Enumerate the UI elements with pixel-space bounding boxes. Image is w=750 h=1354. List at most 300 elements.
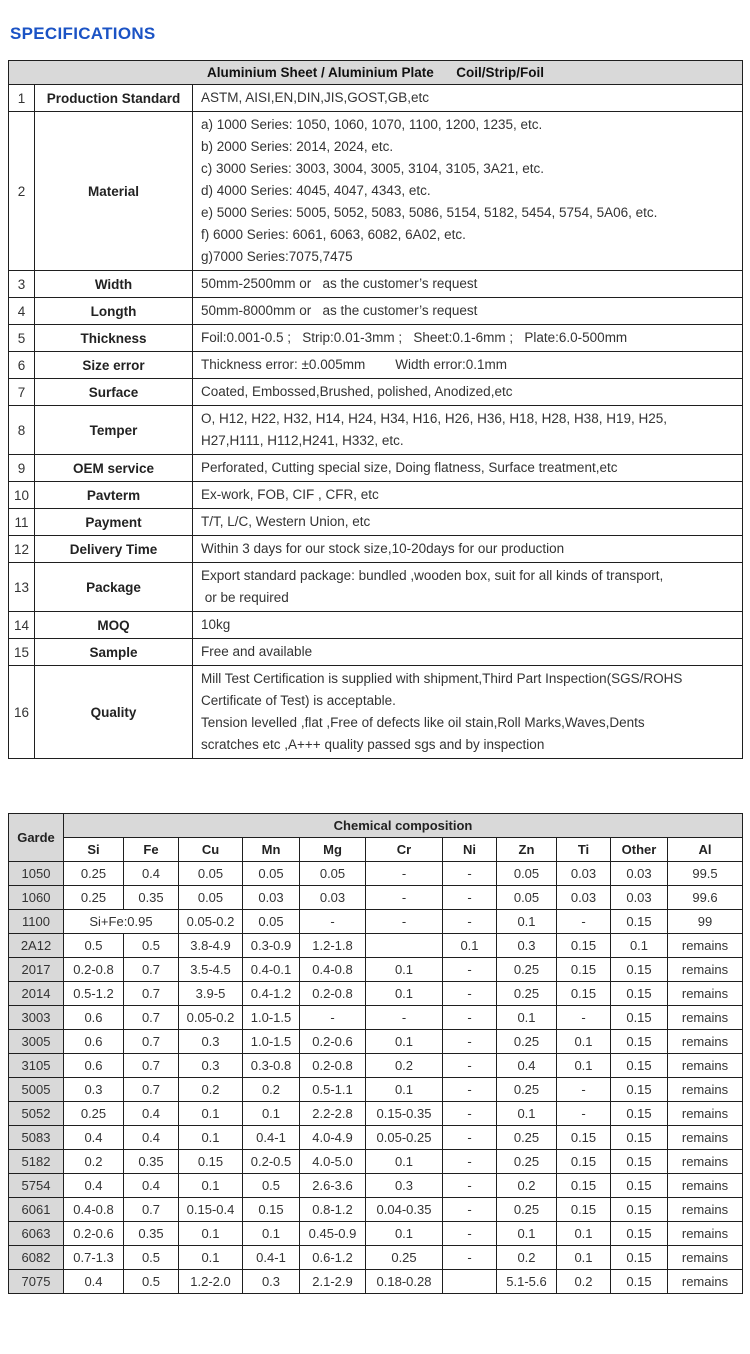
composition-row bbox=[9, 1198, 743, 1222]
spec-row-number: 1 bbox=[9, 85, 35, 112]
spec-row-label: Production Standard bbox=[35, 85, 193, 112]
spec-value-line: T/T, L/C, Western Union, etc bbox=[201, 514, 371, 529]
composition-value: 0.45-0.9 bbox=[300, 1222, 366, 1246]
spec-value-line: 50mm-2500mm or as the customer’s request bbox=[201, 276, 478, 291]
composition-value: 0.25 bbox=[64, 886, 124, 910]
composition-value: 0.3 bbox=[179, 1054, 243, 1078]
spec-row-number: 7 bbox=[9, 379, 35, 406]
spec-row bbox=[9, 482, 743, 509]
composition-value: 1.2-1.8 bbox=[300, 934, 366, 958]
spec-row-number: 3 bbox=[9, 271, 35, 298]
spec-value-line: Export standard package: bundled ,wooden box, suit for all kinds of transport, bbox=[201, 568, 664, 583]
spec-row-number: 13 bbox=[9, 563, 35, 612]
composition-value: 0.1 bbox=[557, 1030, 611, 1054]
grade-cell: 3003 bbox=[9, 1006, 64, 1030]
composition-value: 0.05 bbox=[179, 862, 243, 886]
composition-value: 0.25 bbox=[497, 1030, 557, 1054]
grade-cell: 2A12 bbox=[9, 934, 64, 958]
composition-value: remains bbox=[668, 958, 743, 982]
composition-value: 0.35 bbox=[124, 886, 179, 910]
composition-row bbox=[9, 1174, 743, 1198]
composition-value: 0.2 bbox=[64, 1150, 124, 1174]
spec-row-label: Pavterm bbox=[35, 482, 193, 509]
composition-value: - bbox=[443, 1006, 497, 1030]
spec-row-value bbox=[193, 509, 743, 536]
composition-value: 0.35 bbox=[124, 1150, 179, 1174]
element-column-header: Mn bbox=[243, 838, 300, 862]
composition-value: 0.15-0.35 bbox=[366, 1102, 443, 1126]
spec-row bbox=[9, 352, 743, 379]
spec-value-line: d) 4000 Series: 4045, 4047, 4343, etc. bbox=[201, 183, 431, 198]
spec-value-line: 50mm-8000mm or as the customer’s request bbox=[201, 303, 478, 318]
composition-value: 2.6-3.6 bbox=[300, 1174, 366, 1198]
spec-value-line: g)7000 Series:7075,7475 bbox=[201, 249, 353, 264]
spec-row-label: Quality bbox=[35, 666, 193, 759]
element-column-header: Mg bbox=[300, 838, 366, 862]
grade-cell: 2014 bbox=[9, 982, 64, 1006]
spec-row-label: Thickness bbox=[35, 325, 193, 352]
spec-row bbox=[9, 455, 743, 482]
composition-value: remains bbox=[668, 1126, 743, 1150]
composition-value: 0.3-0.8 bbox=[243, 1054, 300, 1078]
composition-value: 0.15 bbox=[611, 1174, 668, 1198]
composition-value: 0.7 bbox=[124, 1198, 179, 1222]
element-column-header: Al bbox=[668, 838, 743, 862]
composition-value: 0.2-0.6 bbox=[300, 1030, 366, 1054]
spec-row-number: 6 bbox=[9, 352, 35, 379]
composition-value: 3.5-4.5 bbox=[179, 958, 243, 982]
spec-value-line: or be required bbox=[201, 590, 289, 605]
composition-value: 0.2 bbox=[497, 1174, 557, 1198]
composition-value: 0.4 bbox=[124, 1174, 179, 1198]
spec-row bbox=[9, 612, 743, 639]
composition-value: 0.05 bbox=[497, 886, 557, 910]
spec-row-value bbox=[193, 325, 743, 352]
composition-value: 0.1 bbox=[179, 1246, 243, 1270]
composition-row bbox=[9, 1054, 743, 1078]
grade-cell: 5052 bbox=[9, 1102, 64, 1126]
composition-value: 0.5 bbox=[124, 1246, 179, 1270]
spec-table-body bbox=[9, 85, 743, 759]
composition-value: 1.2-2.0 bbox=[179, 1270, 243, 1294]
spec-value-line: Thickness error: ±0.005mm Width error:0.1mm bbox=[201, 357, 507, 372]
spec-row bbox=[9, 112, 743, 271]
composition-value: 0.4-0.1 bbox=[243, 958, 300, 982]
composition-value: 0.4-1.2 bbox=[243, 982, 300, 1006]
spec-value-line: Foil:0.001-0.5 ; Strip:0.01-3mm ; Sheet:0.1-6mm ; Plate:6.0-500mm bbox=[201, 330, 628, 345]
composition-value: 0.4 bbox=[64, 1270, 124, 1294]
composition-value: 0.4 bbox=[124, 1102, 179, 1126]
composition-value: 0.3 bbox=[64, 1078, 124, 1102]
composition-value: 1.0-1.5 bbox=[243, 1030, 300, 1054]
composition-value: - bbox=[557, 1102, 611, 1126]
composition-value: 0.25 bbox=[497, 982, 557, 1006]
composition-value: remains bbox=[668, 1102, 743, 1126]
grade-cell: 1060 bbox=[9, 886, 64, 910]
composition-value: 0.15 bbox=[611, 1198, 668, 1222]
spec-row-number: 2 bbox=[9, 112, 35, 271]
grade-cell: 2017 bbox=[9, 958, 64, 982]
spec-row-number: 9 bbox=[9, 455, 35, 482]
spec-row bbox=[9, 379, 743, 406]
composition-value: 0.2 bbox=[366, 1054, 443, 1078]
spec-value-line: Coated, Embossed,Brushed, polished, Anodized,etc bbox=[201, 384, 513, 399]
composition-value: 0.1 bbox=[243, 1222, 300, 1246]
spec-row-label: Longth bbox=[35, 298, 193, 325]
composition-value: remains bbox=[668, 1030, 743, 1054]
spec-row-label: MOQ bbox=[35, 612, 193, 639]
composition-value: 0.1 bbox=[557, 1054, 611, 1078]
composition-value: 0.7 bbox=[124, 1054, 179, 1078]
composition-value: - bbox=[443, 982, 497, 1006]
spec-row-number: 5 bbox=[9, 325, 35, 352]
composition-value: 0.05-0.2 bbox=[179, 910, 243, 934]
composition-value: 0.25 bbox=[497, 958, 557, 982]
composition-value: - bbox=[557, 910, 611, 934]
composition-value: remains bbox=[668, 1054, 743, 1078]
composition-value: 2.2-2.8 bbox=[300, 1102, 366, 1126]
composition-row bbox=[9, 1078, 743, 1102]
spec-value-line: ASTM, AISI,EN,DIN,JIS,GOST,GB,etc bbox=[201, 90, 430, 105]
composition-value: 0.5-1.1 bbox=[300, 1078, 366, 1102]
composition-value: 0.2 bbox=[497, 1246, 557, 1270]
element-column-header: Ti bbox=[557, 838, 611, 862]
composition-value: 0.15 bbox=[557, 1174, 611, 1198]
composition-value: remains bbox=[668, 1222, 743, 1246]
spec-row-label: Material bbox=[35, 112, 193, 271]
composition-value: 0.1 bbox=[497, 1006, 557, 1030]
spec-row bbox=[9, 536, 743, 563]
spec-row-number: 11 bbox=[9, 509, 35, 536]
composition-value bbox=[366, 934, 443, 958]
composition-value: 0.15 bbox=[611, 958, 668, 982]
grade-cell: 5083 bbox=[9, 1126, 64, 1150]
composition-value: 0.1 bbox=[366, 982, 443, 1006]
composition-value: 5.1-5.6 bbox=[497, 1270, 557, 1294]
spec-row-number: 12 bbox=[9, 536, 35, 563]
composition-row bbox=[9, 1102, 743, 1126]
spec-value-line: f) 6000 Series: 6061, 6063, 6082, 6A02, etc. bbox=[201, 227, 466, 242]
spec-value-line: c) 3000 Series: 3003, 3004, 3005, 3104, 3105, 3A21, etc. bbox=[201, 161, 545, 176]
composition-value: remains bbox=[668, 982, 743, 1006]
composition-value: 0.05 bbox=[243, 862, 300, 886]
composition-value: 0.05 bbox=[179, 886, 243, 910]
composition-value: 0.25 bbox=[497, 1198, 557, 1222]
spec-value-line: b) 2000 Series: 2014, 2024, etc. bbox=[201, 139, 394, 154]
composition-value: 0.25 bbox=[497, 1150, 557, 1174]
grade-cell: 1100 bbox=[9, 910, 64, 934]
composition-value: 0.1 bbox=[366, 958, 443, 982]
composition-value: 0.2-0.8 bbox=[300, 1054, 366, 1078]
spec-row-value bbox=[193, 563, 743, 612]
spec-row bbox=[9, 271, 743, 298]
composition-value: 0.1 bbox=[497, 1102, 557, 1126]
spec-row-label: Surface bbox=[35, 379, 193, 406]
composition-value: remains bbox=[668, 1150, 743, 1174]
spec-table-header: Aluminium Sheet / Aluminium Plate Coil/Strip/Foil bbox=[9, 61, 743, 85]
composition-value: Si+Fe:0.95 bbox=[64, 910, 179, 934]
composition-row bbox=[9, 1246, 743, 1270]
composition-value: 4.0-5.0 bbox=[300, 1150, 366, 1174]
composition-value: 0.15-0.4 bbox=[179, 1198, 243, 1222]
composition-value: - bbox=[443, 886, 497, 910]
composition-value: remains bbox=[668, 1270, 743, 1294]
composition-value: 0.15 bbox=[611, 1006, 668, 1030]
spec-value-line: Ex-work, FOB, CIF , CFR, etc bbox=[201, 487, 379, 502]
composition-value: 0.1 bbox=[179, 1126, 243, 1150]
spec-row bbox=[9, 639, 743, 666]
composition-value: remains bbox=[668, 1198, 743, 1222]
grade-cell: 3105 bbox=[9, 1054, 64, 1078]
spec-value-line: Perforated, Cutting special size, Doing flatness, Surface treatment,etc bbox=[201, 460, 618, 475]
composition-row bbox=[9, 1270, 743, 1294]
composition-value: 0.3-0.9 bbox=[243, 934, 300, 958]
spec-row bbox=[9, 563, 743, 612]
spec-row-label: Package bbox=[35, 563, 193, 612]
composition-value: - bbox=[443, 1078, 497, 1102]
composition-value: 0.6 bbox=[64, 1006, 124, 1030]
spec-table bbox=[8, 60, 743, 759]
composition-value: 0.4-1 bbox=[243, 1246, 300, 1270]
composition-value: 0.03 bbox=[611, 886, 668, 910]
composition-value: - bbox=[557, 1006, 611, 1030]
spec-value-line: 10kg bbox=[201, 617, 231, 632]
composition-value: - bbox=[366, 1006, 443, 1030]
composition-value: 0.1 bbox=[243, 1102, 300, 1126]
composition-value: 0.25 bbox=[497, 1126, 557, 1150]
spec-row-number: 14 bbox=[9, 612, 35, 639]
spec-row-value bbox=[193, 352, 743, 379]
grade-cell: 3005 bbox=[9, 1030, 64, 1054]
composition-value: 0.03 bbox=[611, 862, 668, 886]
composition-value: - bbox=[300, 910, 366, 934]
composition-value: 0.5 bbox=[124, 1270, 179, 1294]
composition-value: 0.15 bbox=[557, 958, 611, 982]
composition-row bbox=[9, 958, 743, 982]
element-column-header: Cu bbox=[179, 838, 243, 862]
spec-row-label: Size error bbox=[35, 352, 193, 379]
composition-table bbox=[8, 813, 743, 1294]
composition-row bbox=[9, 1150, 743, 1174]
composition-row bbox=[9, 1126, 743, 1150]
composition-row bbox=[9, 1006, 743, 1030]
spec-row-number: 15 bbox=[9, 639, 35, 666]
composition-value: - bbox=[443, 958, 497, 982]
composition-row bbox=[9, 886, 743, 910]
spec-row-label: Delivery Time bbox=[35, 536, 193, 563]
composition-value: 99.5 bbox=[668, 862, 743, 886]
composition-value: 0.03 bbox=[557, 862, 611, 886]
composition-value: 0.05 bbox=[300, 862, 366, 886]
composition-value: 0.6-1.2 bbox=[300, 1246, 366, 1270]
composition-value: 0.35 bbox=[124, 1222, 179, 1246]
composition-value: 0.2-0.5 bbox=[243, 1150, 300, 1174]
composition-value: 0.03 bbox=[300, 886, 366, 910]
composition-value: 0.7 bbox=[124, 958, 179, 982]
composition-value: 0.2 bbox=[557, 1270, 611, 1294]
grade-cell: 5754 bbox=[9, 1174, 64, 1198]
composition-value: 0.4 bbox=[497, 1054, 557, 1078]
composition-value: 0.15 bbox=[611, 1270, 668, 1294]
spec-row-number: 4 bbox=[9, 298, 35, 325]
spec-value-line: a) 1000 Series: 1050, 1060, 1070, 1100, 1200, 1235, etc. bbox=[201, 117, 543, 132]
composition-value: 0.2-0.6 bbox=[64, 1222, 124, 1246]
spec-row bbox=[9, 325, 743, 352]
spec-row-number: 8 bbox=[9, 406, 35, 455]
spec-row-label: Payment bbox=[35, 509, 193, 536]
composition-value: - bbox=[443, 1198, 497, 1222]
composition-value: 0.3 bbox=[497, 934, 557, 958]
chemical-composition-header: Chemical composition bbox=[64, 814, 743, 838]
composition-value: 0.15 bbox=[611, 1054, 668, 1078]
element-column-header: Ni bbox=[443, 838, 497, 862]
composition-value: 4.0-4.9 bbox=[300, 1126, 366, 1150]
spec-value-line: e) 5000 Series: 5005, 5052, 5083, 5086, 5154, 5182, 5454, 5754, 5A06, etc. bbox=[201, 205, 658, 220]
grade-cell: 6082 bbox=[9, 1246, 64, 1270]
spec-row bbox=[9, 509, 743, 536]
spec-row-value bbox=[193, 271, 743, 298]
page-title: SPECIFICATIONS bbox=[10, 24, 156, 43]
composition-value: - bbox=[443, 1102, 497, 1126]
composition-value: remains bbox=[668, 1246, 743, 1270]
element-column-header: Zn bbox=[497, 838, 557, 862]
composition-value: 0.1 bbox=[557, 1246, 611, 1270]
composition-value: remains bbox=[668, 934, 743, 958]
composition-row bbox=[9, 1222, 743, 1246]
composition-value: 0.8-1.2 bbox=[300, 1198, 366, 1222]
spec-row-number: 10 bbox=[9, 482, 35, 509]
composition-value: 0.18-0.28 bbox=[366, 1270, 443, 1294]
composition-value: - bbox=[366, 886, 443, 910]
spec-row bbox=[9, 298, 743, 325]
spec-value-line: scratches etc ,A+++ quality passed sgs and by inspection bbox=[201, 737, 545, 752]
composition-value: 0.1 bbox=[366, 1150, 443, 1174]
spec-value-line: Within 3 days for our stock size,10-20days for our production bbox=[201, 541, 565, 556]
composition-value: 0.15 bbox=[611, 1222, 668, 1246]
composition-value: 0.15 bbox=[557, 934, 611, 958]
composition-value: 0.25 bbox=[64, 862, 124, 886]
composition-value: 0.15 bbox=[611, 1102, 668, 1126]
spec-row-label: Temper bbox=[35, 406, 193, 455]
composition-value: - bbox=[366, 862, 443, 886]
composition-value: 0.05-0.25 bbox=[366, 1126, 443, 1150]
spec-row-value bbox=[193, 455, 743, 482]
composition-row bbox=[9, 982, 743, 1006]
composition-value: 0.2 bbox=[179, 1078, 243, 1102]
composition-value: - bbox=[443, 862, 497, 886]
composition-value: 0.1 bbox=[557, 1222, 611, 1246]
spec-row-value bbox=[193, 639, 743, 666]
spec-row-value bbox=[193, 85, 743, 112]
composition-value: 0.15 bbox=[611, 1078, 668, 1102]
composition-value: - bbox=[443, 1030, 497, 1054]
composition-value: 0.7 bbox=[124, 982, 179, 1006]
composition-value: 0.7 bbox=[124, 1006, 179, 1030]
spec-row-number: 16 bbox=[9, 666, 35, 759]
composition-value bbox=[443, 1270, 497, 1294]
spec-row-value bbox=[193, 406, 743, 455]
composition-value: 0.15 bbox=[179, 1150, 243, 1174]
spec-row-label: OEM service bbox=[35, 455, 193, 482]
composition-value: 0.04-0.35 bbox=[366, 1198, 443, 1222]
spec-row-label: Sample bbox=[35, 639, 193, 666]
spec-value-line: O, H12, H22, H32, H14, H24, H34, H16, H26, H36, H18, H28, H38, H19, H25, bbox=[201, 411, 667, 426]
composition-value: 0.4 bbox=[64, 1174, 124, 1198]
composition-value: 0.15 bbox=[611, 1246, 668, 1270]
spec-row-value bbox=[193, 482, 743, 509]
composition-value: 0.15 bbox=[557, 1150, 611, 1174]
composition-value: 0.1 bbox=[179, 1102, 243, 1126]
composition-value: 0.1 bbox=[179, 1174, 243, 1198]
spec-row-value bbox=[193, 298, 743, 325]
composition-value: 0.25 bbox=[366, 1246, 443, 1270]
composition-row bbox=[9, 934, 743, 958]
composition-value: 3.9-5 bbox=[179, 982, 243, 1006]
element-column-header: Fe bbox=[124, 838, 179, 862]
composition-value: 0.1 bbox=[179, 1222, 243, 1246]
composition-row bbox=[9, 862, 743, 886]
composition-value: 0.2-0.8 bbox=[300, 982, 366, 1006]
composition-table-body bbox=[9, 862, 743, 1294]
composition-value: 0.3 bbox=[243, 1270, 300, 1294]
composition-value: 0.1 bbox=[443, 934, 497, 958]
spec-row-value bbox=[193, 536, 743, 563]
grade-cell: 1050 bbox=[9, 862, 64, 886]
composition-value: 0.4 bbox=[124, 1126, 179, 1150]
composition-value: 0.1 bbox=[366, 1030, 443, 1054]
composition-value: 0.15 bbox=[243, 1198, 300, 1222]
grade-cell: 6061 bbox=[9, 1198, 64, 1222]
spec-value-line: Free and available bbox=[201, 644, 313, 659]
composition-value: 0.4 bbox=[124, 862, 179, 886]
composition-value: 0.15 bbox=[611, 1150, 668, 1174]
composition-value: 0.7-1.3 bbox=[64, 1246, 124, 1270]
element-column-header: Other bbox=[611, 838, 668, 862]
composition-value: - bbox=[443, 1126, 497, 1150]
grade-cell: 5182 bbox=[9, 1150, 64, 1174]
grade-cell: 7075 bbox=[9, 1270, 64, 1294]
spec-row bbox=[9, 406, 743, 455]
composition-value: 0.2-0.8 bbox=[64, 958, 124, 982]
grade-cell: 6063 bbox=[9, 1222, 64, 1246]
composition-value: 99.6 bbox=[668, 886, 743, 910]
composition-value: 0.15 bbox=[611, 982, 668, 1006]
composition-value: - bbox=[366, 910, 443, 934]
composition-value: remains bbox=[668, 1006, 743, 1030]
element-header-row bbox=[9, 838, 743, 862]
composition-value: 0.15 bbox=[557, 1126, 611, 1150]
composition-value: 0.15 bbox=[611, 1030, 668, 1054]
composition-value: - bbox=[443, 910, 497, 934]
composition-row bbox=[9, 910, 743, 934]
spec-row-value bbox=[193, 379, 743, 406]
composition-value: remains bbox=[668, 1078, 743, 1102]
composition-value: 0.1 bbox=[366, 1222, 443, 1246]
composition-value: 0.15 bbox=[611, 1126, 668, 1150]
composition-value: 0.15 bbox=[557, 982, 611, 1006]
composition-value: 0.6 bbox=[64, 1030, 124, 1054]
spec-row-value bbox=[193, 112, 743, 271]
composition-value: 2.1-2.9 bbox=[300, 1270, 366, 1294]
composition-value: 1.0-1.5 bbox=[243, 1006, 300, 1030]
composition-value: 0.05-0.2 bbox=[179, 1006, 243, 1030]
composition-value: 99 bbox=[668, 910, 743, 934]
spec-row-value bbox=[193, 612, 743, 639]
composition-value: - bbox=[443, 1150, 497, 1174]
spec-row-value bbox=[193, 666, 743, 759]
composition-value: 0.25 bbox=[497, 1078, 557, 1102]
composition-value: 0.1 bbox=[497, 910, 557, 934]
